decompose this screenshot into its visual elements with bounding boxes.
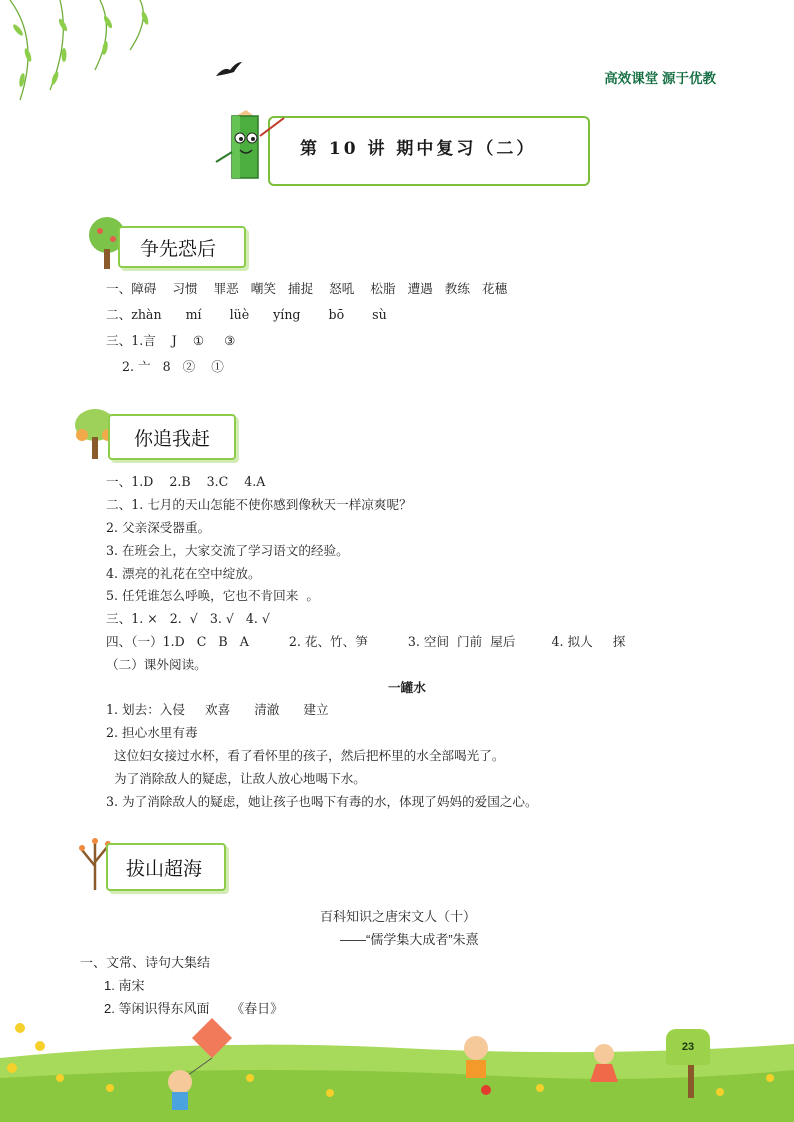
subtitle: 百科知识之唐宋文人（十） <box>320 909 477 924</box>
lesson-title: 第 10 讲 期中复习（二） <box>300 139 537 159</box>
answer-line: 4. 漂亮的礼花在空中绽放。 <box>106 566 261 581</box>
answer-line: 二、zhàn mí lüè yíng bō sù <box>106 307 387 322</box>
reading-answer-line: 1. 划去：入侵 欢喜 清澈 建立 <box>106 702 329 717</box>
answer-line: 一、文常、诗句大集结 <box>80 955 211 970</box>
willow-branches-decoration <box>0 0 200 110</box>
answer-line: 1. 南宋 <box>104 978 145 993</box>
reading-answer-line: 2. 担心水里有毒 <box>106 725 198 740</box>
answer-line: 2. 亠 8 ② ① <box>106 359 224 374</box>
section-title-2: 你追我赶 <box>134 429 211 450</box>
answer-line: 2. 等闲识得东风面 《春日》 <box>104 1001 284 1016</box>
reading-answer-line: 这位妇女接过水杯，看了看怀里的孩子，然后把杯里的水全部喝光了。 <box>106 748 505 763</box>
answer-line: 二、1. 七月的天山怎能不使你感到像秋天一样凉爽呢？ <box>106 497 412 512</box>
reading-title: 一罐水 <box>388 681 426 695</box>
section-title-1: 争先恐后 <box>140 239 217 260</box>
page-number: 23 <box>666 1029 710 1065</box>
header-slogan: 高效课堂 源于优教 <box>604 71 716 86</box>
swallow-bird-decoration <box>214 60 244 80</box>
answer-line: 2. 父亲深受器重。 <box>106 520 211 535</box>
reading-answer-line: 为了消除敌人的疑虑，让敌人放心地喝下水。 <box>106 771 366 786</box>
answer-line: 一、障碍 习惯 罪恶 嘲笑 捕捉 怒吼 松脂 遭遇 教练 花穗 <box>106 281 508 296</box>
pencil-mascot-icon <box>210 108 290 188</box>
section-title-3: 拔山超海 <box>126 859 203 880</box>
answer-line: 四、（一）1.D C B A 2. 花、竹、笋 3. 空间 门前 屋后 4. 拟人 探 <box>106 634 626 649</box>
subtitle: ——“儒学集大成者”朱熹 <box>340 932 479 947</box>
answer-line: （二）课外阅读。 <box>106 657 207 672</box>
answer-line: 三、1.言 J ① ③ <box>106 333 236 348</box>
answer-line: 3. 在班会上，大家交流了学习语文的经验。 <box>106 543 349 558</box>
answer-line: 5. 任凭谁怎么呼唤，它也不肯回来 。 <box>106 588 319 603</box>
answer-line: 一、1.D 2.B 3.C 4.A <box>106 474 266 489</box>
reading-answer-line: 3. 为了消除敌人的疑虑，她让孩子也喝下有毒的水，体现了妈妈的爱国之心。 <box>106 794 538 809</box>
answer-line: 三、1. × 2. √ 3. √ 4. √ <box>106 611 270 626</box>
